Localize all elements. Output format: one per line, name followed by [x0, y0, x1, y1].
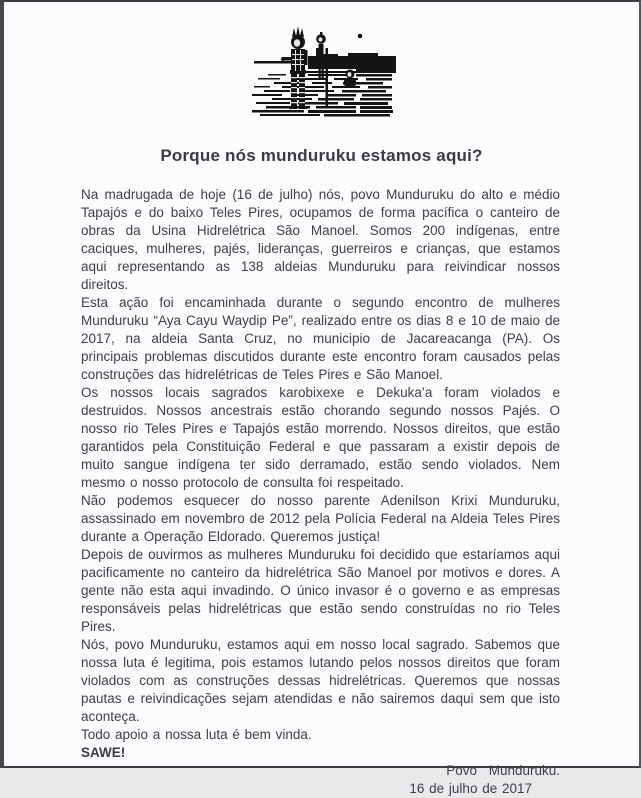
paragraph-7: Todo apoio a nossa luta é bem vinda. — [81, 727, 312, 742]
signature: Povo Munduruku. — [446, 763, 560, 778]
page-title: Porque nós munduruku estamos aqui? — [160, 146, 483, 165]
closing-word: SAWE! — [81, 745, 126, 760]
paragraph-6: Nós, povo Munduruku, estamos aqui em nosso local sagrado. Sabemos que nossa luta é legitima, pois estamos lutando pelos nossos direitos que foram violados com as construções dessas hidrelétricas. Queremos que nossas pautas e reivindicações sejam atendidas e não sairemos daqui sem que isto aconteça. — [81, 637, 560, 724]
header-illustration — [4, 10, 639, 120]
paragraph-3: Os nossos locais sagrados karobixexe e Dekuka’a foram violados e destruidos. Nossos ancestrais estão chorando segundo nossos Pajés. O nosso rio Teles Pires e Tapajós estão morrendo. Nossos direitos, que estão garantidos pela Constituição Federal e que passaram a existir depois de muito sangue indígena ter sido derramado, estão sendo violados. Nem mesmo o nosso protocolo de consulta foi respeitado. — [81, 385, 560, 490]
paragraph-1: Na madrugada de hoje (16 de julho) nós, povo Munduruku do alto e médio Tapajós e do baixo Teles Pires, ocupamos de forma pacífica o canteiro de obras da Usina Hidrelétrica São Manoel. Somos 200 indígenas, entre caciques, mulheres, pajés, lideranças, guerreiros e crianças, que estamos aqui representando as 138 aldeias Munduruku para reivindicar nossos direitos. — [81, 187, 560, 292]
paragraph-5: Depois de ouvirmos as mulheres Munduruku foi decidido que estaríamos aqui pacificamente no canteiro da hidrelétrica São Manoel por motivos e dores. A gente não esta aqui invadindo. O único invasor é o governo e as empresas responsáveis pelas hidrelétricas que estão sendo construídas no rio Teles Pires. — [81, 547, 560, 634]
bird-dot — [357, 34, 362, 39]
paragraph-2: Esta ação foi encaminhada durante o segundo encontro de mulheres Munduruku “Aya Cayu Waydip Pe”, realizado entre os dias 8 e 10 de maio de 2017, na aldeia Santa Cruz, no municipio de Jacareacanga (PA). Os principais problemas discutidos durante este encontro foram causados pelas construções das hidrelétricas de Teles Pires e São Manoel. — [81, 295, 560, 382]
paragraph-4: Não podemos esquecer do nosso parente Adenilson Krixi Munduruku, assassinado em novembro de 2012 pela Polícia Federal na Aldeia Teles Pires durante a Operação Eldorado. Queremos justiça! — [81, 493, 560, 544]
date: 16 de julho de 2017 — [409, 781, 532, 796]
munduruku-river-woodcut-illustration — [248, 10, 396, 120]
letter-body — [81, 186, 560, 798]
